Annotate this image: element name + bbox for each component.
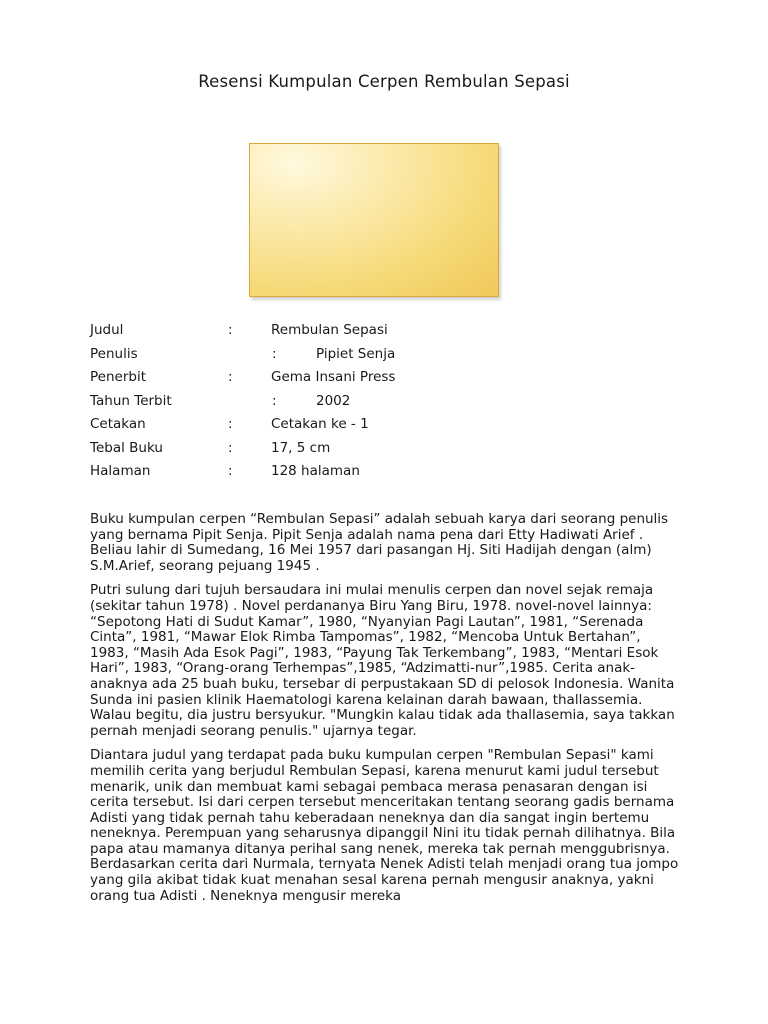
info-colon: : <box>228 369 233 385</box>
info-row-cetakan <box>90 416 690 440</box>
info-label: Judul <box>90 322 124 338</box>
info-value: Cetakan ke - 1 <box>271 416 369 432</box>
document-title: Resensi Kumpulan Cerpen Rembulan Sepasi <box>198 72 570 91</box>
book-cover-image <box>249 143 499 297</box>
info-row-tahun-terbit <box>90 393 690 417</box>
info-colon: : <box>228 416 233 432</box>
info-row-penulis <box>90 346 690 370</box>
info-label: Halaman <box>90 463 151 479</box>
info-row-judul <box>90 322 690 346</box>
info-row-halaman <box>90 463 690 487</box>
info-value: Rembulan Sepasi <box>271 322 388 338</box>
info-value: 128 halaman <box>271 463 360 479</box>
info-value: Gema Insani Press <box>271 369 396 385</box>
info-value: Pipiet Senja <box>316 345 396 362</box>
paragraph-author-works: Putri sulung dari tujuh bersaudara ini mulai menulis cerpen dan novel sejak remaja (sekitar tahun 1978) . Novel perdananya Biru Yang Biru, 1978. novel-novel lainnya: “Sepotong Hati di Sudut Kamar”, 1980, “Nyanyian Pagi Lautan”, 1981, “Serenada Cinta”, 1981, “Mawar Elok Rimba Tampomas”, 1982, “Mencoba Untuk Bertahan”, 1983, “Masih Ada Esok Pagi”, 1983, “Payung Tak Terkembang”, 1983, “Mentari Esok Hari”, 1983, “Orang-orang Terhempas”,1985, “Adzimatti-nur”,1985. Cerita anak-anaknya ada 25 buah buku, tersebar di perpustakaan SD di pelosok Indonesia. Wanita Sunda ini pasien klinik Haematologi karena kelainan darah bawaan, thallassemia. Walau begitu, dia justru bersyukur. "Mungkin kalau tidak ada thallasemia, saya takkan pernah menjadi seorang penulis." ujarnya tegar. <box>90 582 675 739</box>
info-colon: : <box>228 463 233 479</box>
paragraph-author-intro: Buku kumpulan cerpen “Rembulan Sepasi” adalah sebuah karya dari seorang penulis yang bernama Pipit Senja. Pipit Senja adalah nama pena dari Etty Hadiwati Arief . Beliau lahir di Sumedang, 16 Mei 1957 dari pasangan Hj. Siti Hadijah dengan (alm) S.M.Arief, seorang pejuang 1945 . <box>90 511 669 574</box>
info-value: 17, 5 cm <box>271 439 331 456</box>
review-body <box>90 512 682 913</box>
info-colon: : <box>272 392 277 409</box>
info-value: 2002 <box>316 392 351 409</box>
info-row-penerbit <box>90 369 690 393</box>
info-colon: : <box>272 345 277 362</box>
info-colon: : <box>228 439 233 456</box>
paragraph-story-summary: Diantara judul yang terdapat pada buku kumpulan cerpen "Rembulan Sepasi" kami memilih cerita yang berjudul Rembulan Sepasi, karena menurut kami judul tersebut menarik, unik dan membuat kami sebagai pembaca merasa penasaran dengan isi cerita tersebut. Isi dari cerpen tersebut menceritakan tentang seorang gadis bernama Adisti yang tidak pernah tahu keberadaan neneknya dan dia sangat ingin bertemu neneknya. Perempuan yang seharusnya dipanggil Nini itu tidak pernah dilihatnya. Bila papa atau mamanya ditanya perihal sang nenek, mereka tak pernah menggubrisnya. Berdasarkan cerita dari Nurmala, ternyata Nenek Adisti telah menjadi orang tua jompo yang gila akibat tidak kuat menahan sesal karena pernah mengusir anaknya, yakni orang tua Adisti . Neneknya mengusir mereka <box>90 747 679 904</box>
info-row-tebal-buku <box>90 440 690 464</box>
info-label: Tahun Terbit <box>90 392 172 409</box>
info-label: Cetakan <box>90 416 146 432</box>
info-colon: : <box>228 322 233 338</box>
info-label: Penerbit <box>90 369 146 385</box>
book-info-table <box>90 322 690 487</box>
info-label: Penulis <box>90 345 138 362</box>
info-label: Tebal Buku <box>90 439 163 456</box>
